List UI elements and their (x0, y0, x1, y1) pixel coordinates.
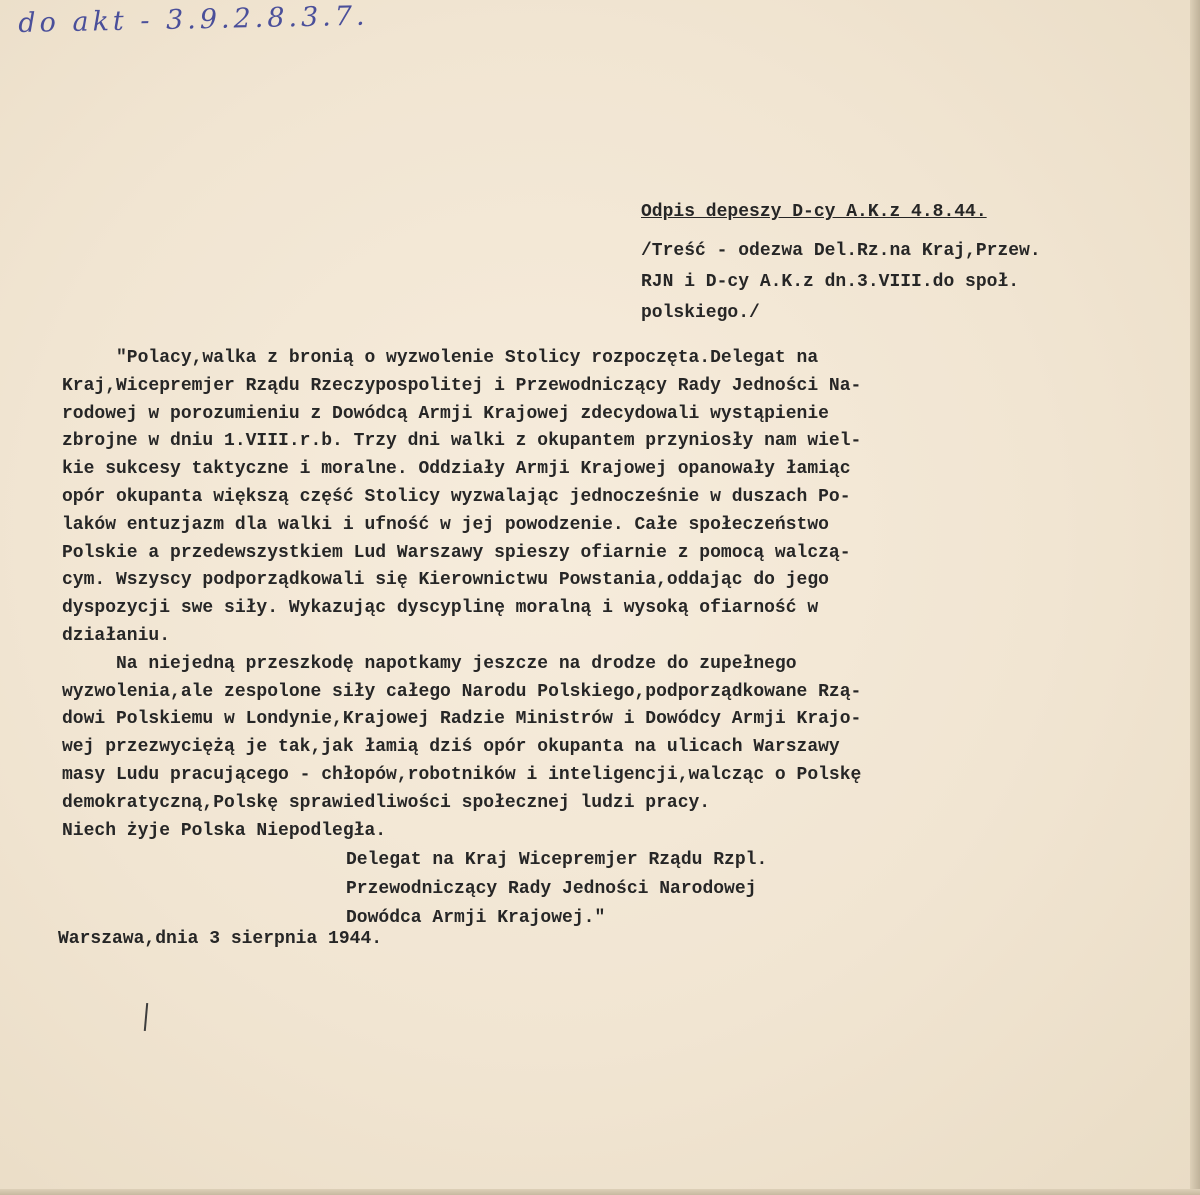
paper-edge-bottom (0, 1189, 1200, 1195)
body-line: laków entuzjazm dla walki i ufność w jej powodzenie. Całe społeczeństwo (62, 514, 829, 535)
body-line: działaniu. (62, 625, 171, 646)
pencil-mark (144, 1003, 148, 1031)
body-line: Kraj,Wicepremjer Rządu Rzeczypospolitej i Przewodniczący Rady Jedności Na- (62, 375, 862, 396)
subject-line: /Treść - odezwa Del.Rz.na Kraj,Przew. (641, 241, 1041, 261)
signature-line: Dowódca Armji Krajowej." (346, 908, 606, 928)
subject-line: polskiego./ (641, 303, 760, 323)
body-line: "Polacy,walka z bronią o wyzwolenie Stolicy rozpoczęta.Delegat na (62, 348, 819, 368)
body-line: cym. Wszyscy podporządkowali się Kierownictwu Powstania,oddając do jego (62, 570, 829, 591)
body-line: masy Ludu pracującego - chłopów,robotników i inteligencji,walcząc o Polskę (62, 764, 862, 785)
body-line: Na niejedną przeszkodę napotkamy jeszcze na drodze do zupełnego (62, 653, 797, 674)
place-date: Warszawa,dnia 3 sierpnia 1944. (58, 929, 383, 949)
paper-edge-right (1190, 0, 1200, 1195)
signature-line: Przewodniczący Rady Jedności Narodowej (346, 879, 757, 899)
proclamation-body (62, 345, 861, 845)
body-line: kie sukcesy taktyczne i moralne. Oddziały Armji Krajowej opanowały łamiąc (62, 459, 851, 480)
document-title: Odpis depeszy D-cy A.K.z 4.8.44. (641, 202, 987, 222)
body-line: Polskie a przedewszystkiem Lud Warszawy spieszy ofiarnie z pomocą walczą- (62, 542, 851, 563)
body-line: zbrojne w dniu 1.VIII.r.b. Trzy dni walki z okupantem przyniosły nam wiel- (62, 431, 862, 452)
signature-block (346, 846, 767, 933)
body-line: wej przezwyciężą je tak,jak łamią dziś opór okupanta na ulicach Warszawy (62, 737, 840, 758)
subject-line: RJN i D-cy A.K.z dn.3.VIII.do społ. (641, 272, 1020, 292)
handwritten-annotation: do akt - 3.9.2.8.3.7. (18, 0, 369, 39)
body-line: dyspozycji swe siły. Wykazując dyscyplinę moralną i wysoką ofiarność w (62, 598, 819, 619)
signature-line: Delegat na Kraj Wicepremjer Rządu Rzpl. (346, 850, 768, 870)
body-line: Niech żyje Polska Niepodległa. (62, 820, 387, 841)
body-line: rodowej w porozumieniu z Dowódcą Armji Krajowej zdecydowali wystąpienie (62, 403, 829, 424)
body-line: demokratyczną,Polskę sprawiedliwości społecznej ludzi pracy. (62, 792, 711, 813)
body-line: dowi Polskiemu w Londynie,Krajowej Radzie Ministrów i Dowódcy Armji Krajo- (62, 709, 862, 730)
body-line: opór okupanta większą część Stolicy wyzwalając jednocześnie w duszach Po- (62, 486, 851, 507)
subject-block (641, 236, 1041, 329)
body-line: wyzwolenia,ale zespolone siły całego Narodu Polskiego,podporządkowane Rzą- (62, 681, 862, 702)
